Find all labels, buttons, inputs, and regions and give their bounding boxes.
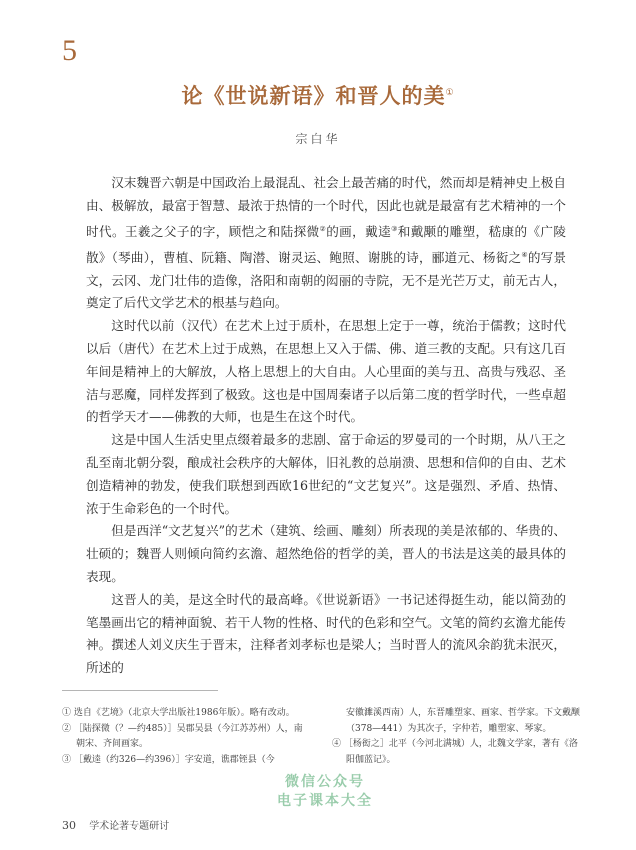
footnote (332, 737, 582, 768)
page-footer (62, 817, 169, 832)
title-text: 论《世说新语》和晋人的美 (181, 83, 446, 108)
chapter-number: 5 (62, 34, 77, 67)
paragraph (86, 315, 566, 429)
footnotes-left-column (62, 706, 310, 768)
paragraph-text: 这时代以前（汉代）在艺术上过于质朴，在思想上定于一尊，统治于儒教；这时代以后（唐代）在艺术上过于成熟，在思想上又入于儒、佛、道三教的支配。只有这几百年间是精神上的大解放，人格上思想上的大自由。人心里面的美与丑、高贵与残忍、圣洁与恶魔，同样发挥到了极致。这也是中国周秦诸子以后第二度的哲学时代，一些卓超的哲学天才——佛教的大师，也是生在这个时代。 (86, 318, 566, 425)
paragraph (86, 172, 566, 315)
footnote (62, 706, 310, 722)
footnote-number: ① (62, 708, 72, 718)
paragraph-text: 的写景文，云冈、龙门壮伟的造像，洛阳和南朝的闳丽的寺院，无不是光芒万丈，前无古人，奠定了后代文学艺术的根基与趋向。 (86, 249, 567, 311)
paragraph-text: 但是西洋“文艺复兴”的艺术（建筑、绘画、雕刻）所表现的美是浓郁的、华贵的、壮硕的；魏晋人则倾向简约玄澹、超然绝俗的哲学的美，晋人的书法是这美的最具体的表现。 (86, 523, 566, 584)
footnotes-right-column (332, 706, 582, 768)
body-text (86, 172, 566, 680)
footnote-number: ③ (62, 754, 72, 765)
footnote-number: ② (62, 723, 72, 734)
footnote (62, 722, 310, 753)
footnote-ref: ③ (391, 224, 398, 233)
paragraph (86, 429, 566, 520)
footnote-text: 选自《艺境》（北京大学出版社1986年版）。略有改动。 (73, 708, 295, 718)
page-title (0, 80, 636, 110)
book-title: 学术论著专题研讨 (89, 821, 170, 832)
page-number: 30 (62, 819, 76, 832)
footnote-number: ④ (332, 739, 342, 749)
paragraph (86, 520, 566, 588)
paragraph (86, 589, 566, 680)
watermark (240, 773, 410, 811)
footnote-ref: ② (319, 224, 327, 233)
watermark-line-1: 微信公众号 (285, 774, 365, 790)
watermark-line-2: 电子课本大全 (277, 793, 373, 809)
footnote (332, 706, 582, 737)
footnote-text: ［陆探微（？—约485）］吴郡吴县（今江苏苏州）人，南朝宋、齐间画家。 (73, 723, 303, 749)
paragraph-text: 这是中国人生活史里点缀着最多的悲剧、富于命运的罗曼司的一个时期，从八王之乱至南北朝分裂，酿成社会秩序的大解体，旧礼教的总崩溃、思想和信仰的自由、艺术创造精神的勃发，使我们联想到西欧16世纪的“文艺复兴”。这是强烈、矛盾、热情、浓于生命彩色的一个时代。 (86, 432, 566, 516)
paragraph-text: 的画，戴逵 (326, 223, 392, 239)
footnote-divider (62, 690, 218, 691)
footnote-ref: ④ (521, 250, 528, 259)
footnote (62, 753, 310, 769)
paragraph-text: 这晋人的美，是这全时代的最高峰。《世说新语》一书记述得挺生动，能以简劲的笔墨画出它的精神面貌、若干人物的性格、时代的色彩和空气。文笔的简约玄澹尤能传神。撰述人刘义庆生于晋末，注释者刘孝标也是梁人；当时晋人的流风余韵犹未泯灭，所述的 (86, 591, 566, 676)
footnote-text: 安徽濉溪西南）人，东晋雕塑家、画家、哲学家。下文戴颙（378—441）为其次子，字仲若，雕塑家、琴家。 (346, 708, 581, 734)
footnote-text: ［杨衒之］北平（今河北满城）人，北魏文学家，著有《洛阳伽蓝记》。 (343, 739, 578, 765)
author-name: 宗白华 (295, 132, 341, 146)
paragraph-text: 汉末魏晋六朝是中国政治上最混乱、社会上最苦痛的时代，然而却是精神史上极自由、极解放，最富于智慧、最浓于热情的一个时代，因此也就是最富有艺术精神的一个时代。王羲之父子的字，顾恺之和陆探微 (86, 175, 566, 239)
footnote-text: ［戴逵（约326—约396）］字安道，谯郡铚县（今 (73, 754, 275, 765)
title-footnote-mark: ① (445, 88, 455, 98)
paragraph-text: 和戴颙的雕塑，嵇康的《广陵散》（琴曲），曹植、阮籍、陶潜、谢灵运、鲍照、谢朓的诗，郦道元、杨衒之 (86, 223, 566, 265)
